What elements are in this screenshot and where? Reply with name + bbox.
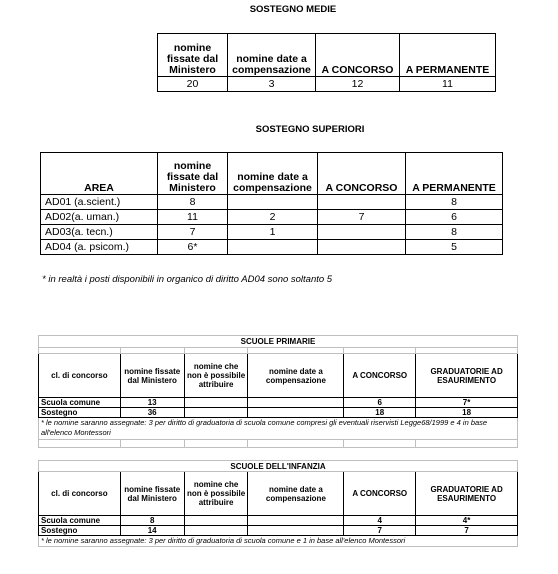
infanzia-header-concorso: A CONCORSO <box>344 472 416 516</box>
concorso-cell: 4 <box>344 516 416 526</box>
infanzia-table <box>38 460 518 547</box>
medie-header-concorso: A CONCORSO <box>316 34 400 77</box>
table-row <box>41 225 503 240</box>
esaurimento-cell: 4* <box>416 516 518 526</box>
infanzia-note: * le nomine saranno assegnate: 3 per diritto di graduatoria di scuola comune e 1 in base all'elenco Montessori <box>39 536 518 547</box>
concorso-cell <box>318 195 406 210</box>
superiori-header-area: AREA <box>41 153 158 195</box>
cl-cell: Sostegno <box>39 408 121 418</box>
infanzia-header-compensazione: nomine date a compensazione <box>248 472 344 516</box>
primarie-note: * le nomine saranno assegnate: 3 per diritto di graduatoria di scuola comune compresi gli eventuali riservisti Legge68/1999 e 4 in base all'elenco Montessori <box>39 418 518 440</box>
primarie-header-concorso: A CONCORSO <box>344 354 416 398</box>
superiori-title: SOSTEGNO SUPERIORI <box>255 124 365 135</box>
superiori-note: * in realtà i posti disponibili in organico di diritto AD04 sono soltanto 5 <box>42 274 333 285</box>
table-row <box>41 195 503 210</box>
compensazione-cell <box>248 526 344 536</box>
fissate-cell: 13 <box>120 398 184 408</box>
fissate-cell: 11 <box>158 210 228 225</box>
medie-header-compensazione: nomine date a compensazione <box>228 34 316 77</box>
superiori-table <box>40 152 503 255</box>
medie-value-fissate: 20 <box>158 77 228 92</box>
infanzia-title: SCUOLE DELL'INFANZIA <box>39 461 518 472</box>
non-attribuire-cell <box>184 516 248 526</box>
esaurimento-cell: 7 <box>416 526 518 536</box>
medie-value-compensazione: 3 <box>228 77 316 92</box>
medie-title: SOSTEGNO MEDIE <box>249 4 337 15</box>
infanzia-header-esaurimento: GRADUATORIE AD ESAURIMENTO <box>416 472 518 516</box>
permanente-cell: 8 <box>406 225 503 240</box>
cl-cell: Scuola comune <box>39 516 121 526</box>
primarie-header-compensazione: nomine date a compensazione <box>248 354 344 398</box>
primarie-header-cl: cl. di concorso <box>39 354 121 398</box>
area-cell: AD03(a. tecn.) <box>41 225 158 240</box>
superiori-header-compensazione: nomine date a compensazione <box>228 153 318 195</box>
medie-header-fissate: nomine fissate dal Ministero <box>158 34 228 77</box>
compensazione-cell: 2 <box>228 210 318 225</box>
compensazione-cell <box>228 195 318 210</box>
area-cell: AD02(a. uman.) <box>41 210 158 225</box>
non-attribuire-cell <box>184 526 248 536</box>
concorso-cell: 18 <box>344 408 416 418</box>
medie-table <box>157 33 496 92</box>
cl-cell: Scuola comune <box>39 398 121 408</box>
medie-value-permanente: 11 <box>400 77 496 92</box>
infanzia-header-fissate: nomine fissate dal Ministero <box>120 472 184 516</box>
superiori-header-permanente: A PERMANENTE <box>406 153 503 195</box>
compensazione-cell <box>248 516 344 526</box>
primarie-header-esaurimento: GRADUATORIE AD ESAURIMENTO <box>416 354 518 398</box>
non-attribuire-cell <box>184 398 248 408</box>
table-row <box>41 240 503 255</box>
fissate-cell: 7 <box>158 225 228 240</box>
esaurimento-cell: 18 <box>416 408 518 418</box>
superiori-header-concorso: A CONCORSO <box>318 153 406 195</box>
area-cell: AD04 (a. psicom.) <box>41 240 158 255</box>
fissate-cell: 8 <box>158 195 228 210</box>
superiori-header-fissate: nomine fissate dal Ministero <box>158 153 228 195</box>
concorso-cell <box>318 240 406 255</box>
medie-value-concorso: 12 <box>316 77 400 92</box>
primarie-header-non-attribuire: nomine che non è possibile attribuire <box>184 354 248 398</box>
primarie-header-fissate: nomine fissate dal Ministero <box>120 354 184 398</box>
table-row <box>39 398 518 408</box>
primarie-title: SCUOLE PRIMARIE <box>39 336 518 348</box>
non-attribuire-cell <box>184 408 248 418</box>
fissate-cell: 14 <box>120 526 184 536</box>
infanzia-header-non-attribuire: nomine che non è possibile attribuire <box>184 472 248 516</box>
concorso-cell: 6 <box>344 398 416 408</box>
primarie-table <box>38 335 518 448</box>
permanente-cell: 6 <box>406 210 503 225</box>
compensazione-cell <box>248 398 344 408</box>
esaurimento-cell: 7* <box>416 398 518 408</box>
concorso-cell <box>318 225 406 240</box>
fissate-cell: 6* <box>158 240 228 255</box>
table-row <box>39 526 518 536</box>
medie-header-permanente: A PERMANENTE <box>400 34 496 77</box>
concorso-cell: 7 <box>344 526 416 536</box>
fissate-cell: 8 <box>120 516 184 526</box>
table-row <box>39 408 518 418</box>
table-row <box>39 516 518 526</box>
fissate-cell: 36 <box>120 408 184 418</box>
permanente-cell: 5 <box>406 240 503 255</box>
compensazione-cell <box>228 240 318 255</box>
permanente-cell: 8 <box>406 195 503 210</box>
area-cell: AD01 (a.scient.) <box>41 195 158 210</box>
infanzia-header-cl: cl. di concorso <box>39 472 121 516</box>
cl-cell: Sostegno <box>39 526 121 536</box>
compensazione-cell: 1 <box>228 225 318 240</box>
compensazione-cell <box>248 408 344 418</box>
concorso-cell: 7 <box>318 210 406 225</box>
table-row <box>41 210 503 225</box>
